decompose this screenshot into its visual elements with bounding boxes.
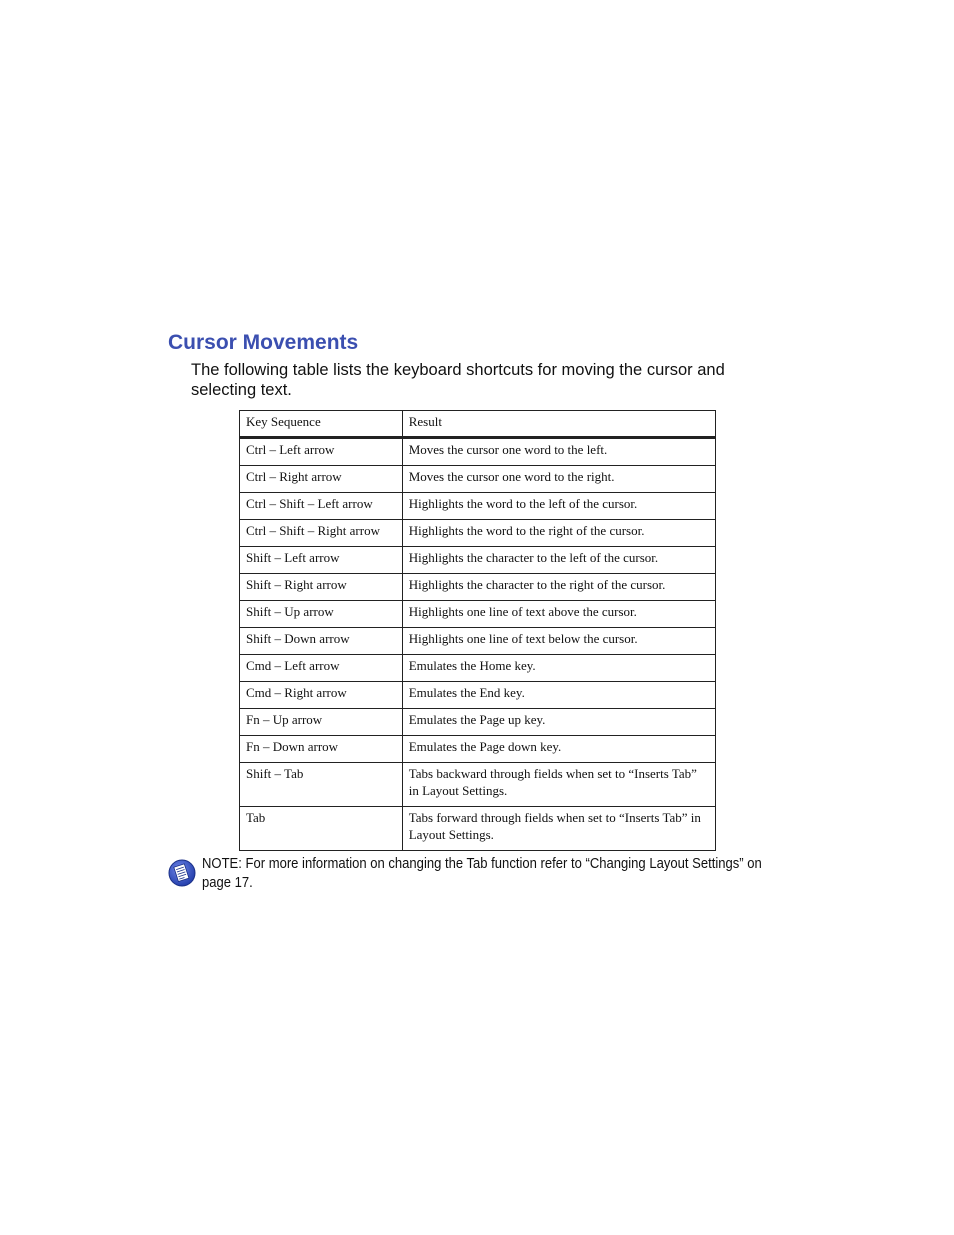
key-sequence-cell: Shift – Tab [240,763,403,807]
note-text: NOTE: For more information on changing the Tab function refer to “Changing Layout Settings” on page 17. [202,856,762,891]
table-row [240,574,716,601]
key-sequence-cell: Shift – Up arrow [240,601,403,628]
key-sequence-cell: Ctrl – Left arrow [240,438,403,466]
result-cell: Highlights the word to the right of the cursor. [402,520,715,547]
key-sequence-cell: Ctrl – Right arrow [240,466,403,493]
table-row [240,438,716,466]
result-cell: Tabs forward through fields when set to “Inserts Tab” in Layout Settings. [402,807,715,851]
result-cell: Highlights the character to the left of the cursor. [402,547,715,574]
table-row [240,655,716,682]
table-row [240,547,716,574]
column-header-result: Result [402,411,715,438]
key-sequence-cell: Tab [240,807,403,851]
key-sequence-cell: Fn – Up arrow [240,709,403,736]
table-row [240,682,716,709]
result-cell: Moves the cursor one word to the right. [402,466,715,493]
column-header-key-sequence: Key Sequence [240,411,403,438]
key-sequence-cell: Cmd – Right arrow [240,682,403,709]
intro-paragraph: The following table lists the keyboard shortcuts for moving the cursor and selecting text. [191,361,725,399]
key-sequence-cell: Shift – Down arrow [240,628,403,655]
result-cell: Moves the cursor one word to the left. [402,438,715,466]
table-row [240,628,716,655]
table-row [240,520,716,547]
key-sequence-cell: Fn – Down arrow [240,736,403,763]
table-row [240,736,716,763]
result-cell: Highlights one line of text below the cursor. [402,628,715,655]
table-header-row [240,411,716,438]
table-row [240,493,716,520]
result-cell: Emulates the End key. [402,682,715,709]
result-cell: Tabs backward through fields when set to “Inserts Tab” in Layout Settings. [402,763,715,807]
key-sequence-cell: Shift – Left arrow [240,547,403,574]
table-row [240,601,716,628]
section-title: Cursor Movements [168,331,359,354]
table-row [240,709,716,736]
table-row [240,763,716,807]
key-sequence-cell: Cmd – Left arrow [240,655,403,682]
result-cell: Emulates the Page down key. [402,736,715,763]
result-cell: Emulates the Home key. [402,655,715,682]
table-row [240,807,716,851]
result-cell: Highlights the word to the left of the cursor. [402,493,715,520]
key-sequence-cell: Ctrl – Shift – Right arrow [240,520,403,547]
shortcuts-table [239,410,716,851]
key-sequence-cell: Ctrl – Shift – Left arrow [240,493,403,520]
result-cell: Highlights the character to the right of the cursor. [402,574,715,601]
result-cell: Emulates the Page up key. [402,709,715,736]
table-row [240,466,716,493]
note-icon [168,859,196,887]
key-sequence-cell: Shift – Right arrow [240,574,403,601]
result-cell: Highlights one line of text above the cursor. [402,601,715,628]
